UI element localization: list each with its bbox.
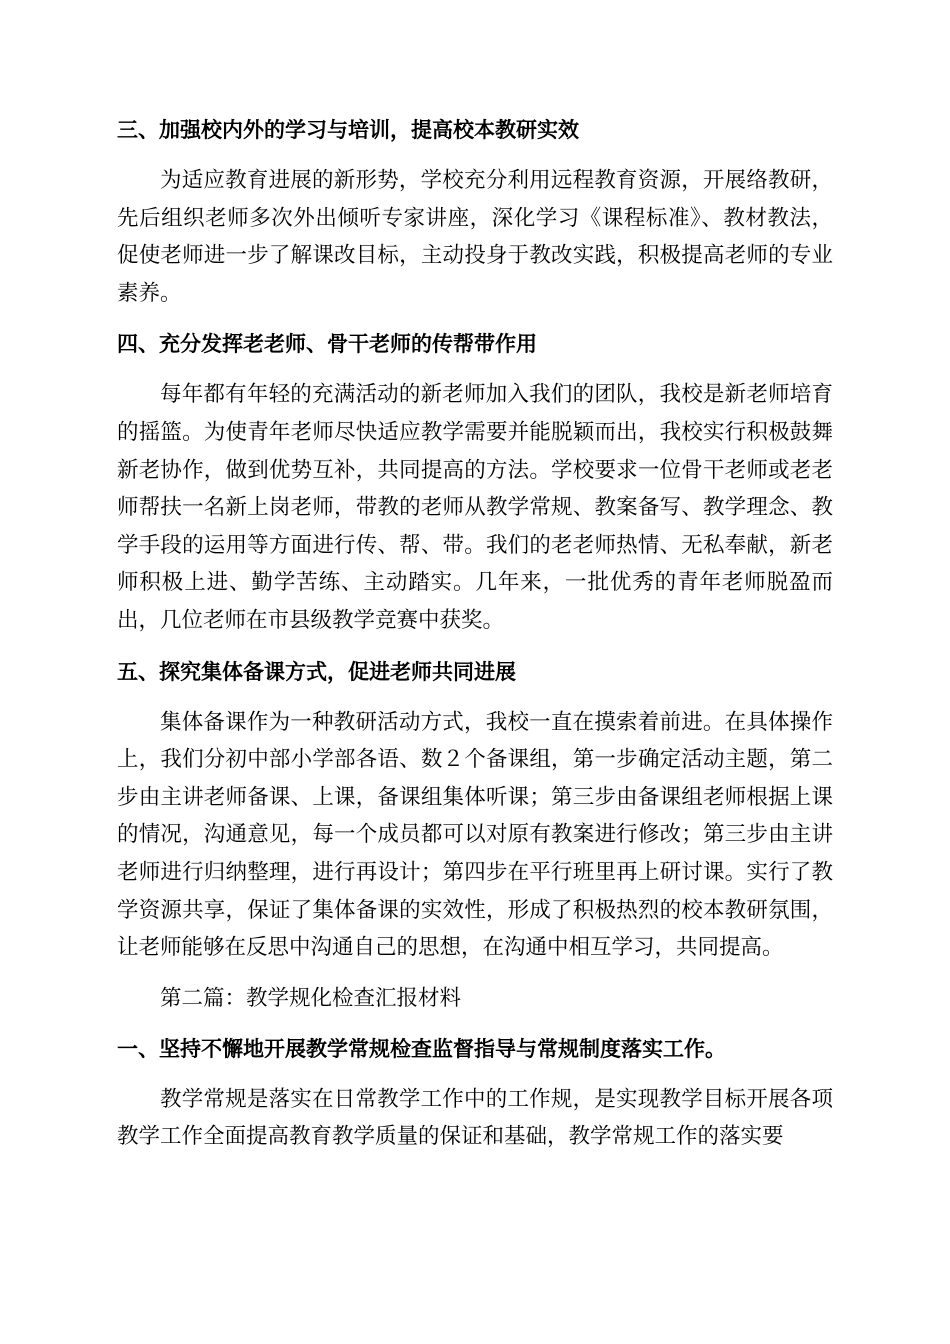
- section-paragraph-5: 集体备课作为一种教研活动方式，我校一直在摸索着前进。在具体操作上，我们分初中部小学部各语、数２个备课组，第一步确定活动主题，第二步由主讲老师备课、上课，备课组集体听课；第三步由备课组老师根据上课的情况，沟通意见，每一个成员都可以对原有教案进行修改；第三步由主讲老师进行归纳整理，进行再设计；第四步在平行班里再上研讨课。实行了教学资源共享，保证了集体备课的实效性，形成了积极热烈的校本教研氛围，让老师能够在反思中沟通自己的思想，在沟通中相互学习，共同提高。: [117, 709, 833, 961]
- section-heading-1: 一、坚持不懈地开展教学常规检查监督指导与常规制度落实工作。: [117, 1036, 726, 1061]
- section-paragraph-4: 每年都有年轻的充满活动的新老师加入我们的团队，我校是新老师培育的摇篮。为使青年老师尽快适应教学需要并能脱颖而出，我校实行积极鼓舞新老协作，做到优势互补，共同提高的方法。学校要求一位骨干老师或老老师帮扶一名新上岗老师，带教的老师从教学常规、教案备写、教学理念、教学手段的运用等方面进行传、帮、带。我们的老老师热情、无私奉献，新老师积极上进、勤学苦练、主动踏实。几年来，一批优秀的青年老师脱盈而出，几位老师在市县级教学竞赛中获奖。: [117, 382, 833, 633]
- section-heading-4: 四、充分发挥老老师、骨干老师的传帮带作用: [117, 332, 537, 357]
- section-paragraph-1: 教学常规是落实在日常教学工作中的工作规，是实现教学目标开展各项教学工作全面提高教育教学质量的保证和基础，教学常规工作的落实要: [117, 1086, 833, 1150]
- section-paragraph-3: 为适应教育进展的新形势，学校充分利用远程教育资源，开展络教研，先后组织老师多次外出倾听专家讲座，深化学习《课程标准》、教材教法，促使老师进一步了解课改目标，主动投身于教改实践，积极提高老师的专业素养。: [117, 168, 833, 306]
- section-heading-3: 三、加强校内外的学习与培训，提高校本教研实效: [117, 118, 579, 142]
- part-two-title: 第二篇：教学规化检查汇报材料: [160, 985, 462, 1011]
- document-body: [117, 112, 833, 1170]
- section-heading-5: 五、探究集体备课方式，促进老师共同进展: [117, 659, 516, 684]
